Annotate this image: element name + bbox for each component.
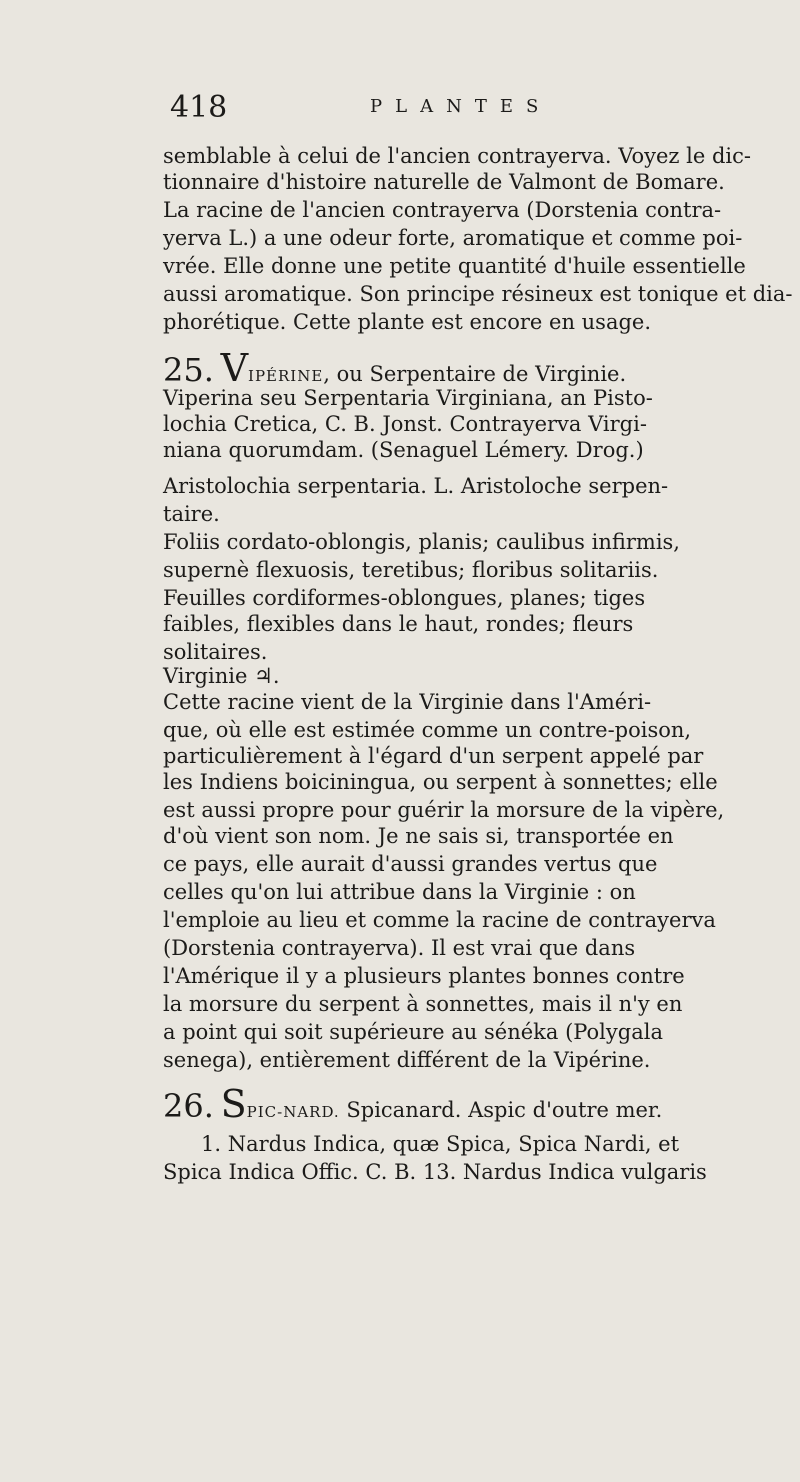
page-number: 418 — [170, 90, 228, 125]
running-title: PLANTES — [370, 96, 552, 117]
text-line: Cette racine vient de la Virginie dans l'Améri- — [163, 690, 652, 714]
drop-cap: V — [220, 346, 249, 390]
text-line: senega), entièrement différent de la Vipérine. — [163, 1048, 651, 1072]
text-line: vrée. Elle donne une petite quantité d'huile essentielle — [163, 254, 746, 278]
text-line: semblable à celui de l'ancien contrayerva. Voyez le dic- — [163, 144, 751, 168]
text-line: particulièrement à l'égard d'un serpent appelé par — [163, 744, 704, 768]
entry-name: PIC-NARD. — [246, 1103, 340, 1121]
entry-number: 25. — [163, 351, 214, 389]
text-line: taire. — [163, 502, 220, 526]
text-line: a point qui soit supérieure au sénéka (Polygala — [163, 1020, 663, 1044]
text-line: celles qu'on lui attribue dans la Virginie : on — [163, 880, 636, 904]
text-line: que, où elle est estimée comme un contre-poison, — [163, 718, 692, 742]
text-line: Foliis cordato-oblongis, planis; caulibus infirmis, — [163, 530, 680, 554]
text-line: d'où vient son nom. Je ne sais si, transportée en — [163, 824, 674, 848]
text-line: phorétique. Cette plante est encore en usage. — [163, 310, 652, 334]
entry-heading-rest: , ou Serpentaire de Virginie. — [323, 362, 627, 386]
text-line: 1. Nardus Indica, quæ Spica, Spica Nardi, et — [201, 1132, 680, 1156]
text-line: solitaires. — [163, 640, 268, 664]
text-line: faibles, flexibles dans le haut, rondes; fleurs — [163, 612, 634, 636]
text-line: Spica Indica Offic. C. B. 13. Nardus Indica vulgaris — [163, 1160, 707, 1184]
page-header — [170, 90, 790, 130]
text-line: Feuilles cordiformes-oblongues, planes; tiges — [163, 586, 646, 610]
entry-number: 26. — [163, 1087, 214, 1125]
text-line: est aussi propre pour guérir la morsure de la vipère, — [163, 798, 725, 822]
entry-heading-26 — [163, 1082, 783, 1126]
text-line: l'Amérique il y a plusieurs plantes bonnes contre — [163, 964, 685, 988]
text-line: ce pays, elle aurait d'aussi grandes vertus que — [163, 852, 658, 876]
text-line: lochia Cretica, C. B. Jonst. Contrayerva Virgi- — [163, 412, 647, 436]
text-line: (Dorstenia contrayerva). Il est vrai que dans — [163, 936, 636, 960]
text-line: yerva L.) a une odeur forte, aromatique et comme poi- — [163, 226, 743, 250]
text-line: niana quorumdam. (Senaguel Lémery. Drog.) — [163, 438, 644, 462]
text-line: Virginie ♃. — [163, 664, 280, 688]
text-line: la morsure du serpent à sonnettes, mais il n'y en — [163, 992, 683, 1016]
text-line: les Indiens boiciningua, ou serpent à sonnettes; elle — [163, 770, 718, 794]
entry-name: IPÉRINE — [248, 367, 324, 385]
text-line: supernè flexuosis, teretibus; floribus solitariis. — [163, 558, 659, 582]
text-line: tionnaire d'histoire naturelle de Valmont de Bomare. — [163, 170, 725, 194]
text-line: Aristolochia serpentaria. L. Aristoloche serpen- — [163, 474, 669, 498]
text-line: l'emploie au lieu et comme la racine de contrayerva — [163, 908, 716, 932]
text-line: aussi aromatique. Son principe résineux est tonique et dia- — [163, 282, 793, 306]
drop-cap: S — [220, 1082, 247, 1126]
text-line: Viperina seu Serpentaria Virginiana, an Pisto- — [163, 386, 653, 410]
entry-heading-rest: Spicanard. Aspic d'outre mer. — [339, 1098, 663, 1122]
text-line: La racine de l'ancien contrayerva (Dorstenia contra- — [163, 198, 722, 222]
